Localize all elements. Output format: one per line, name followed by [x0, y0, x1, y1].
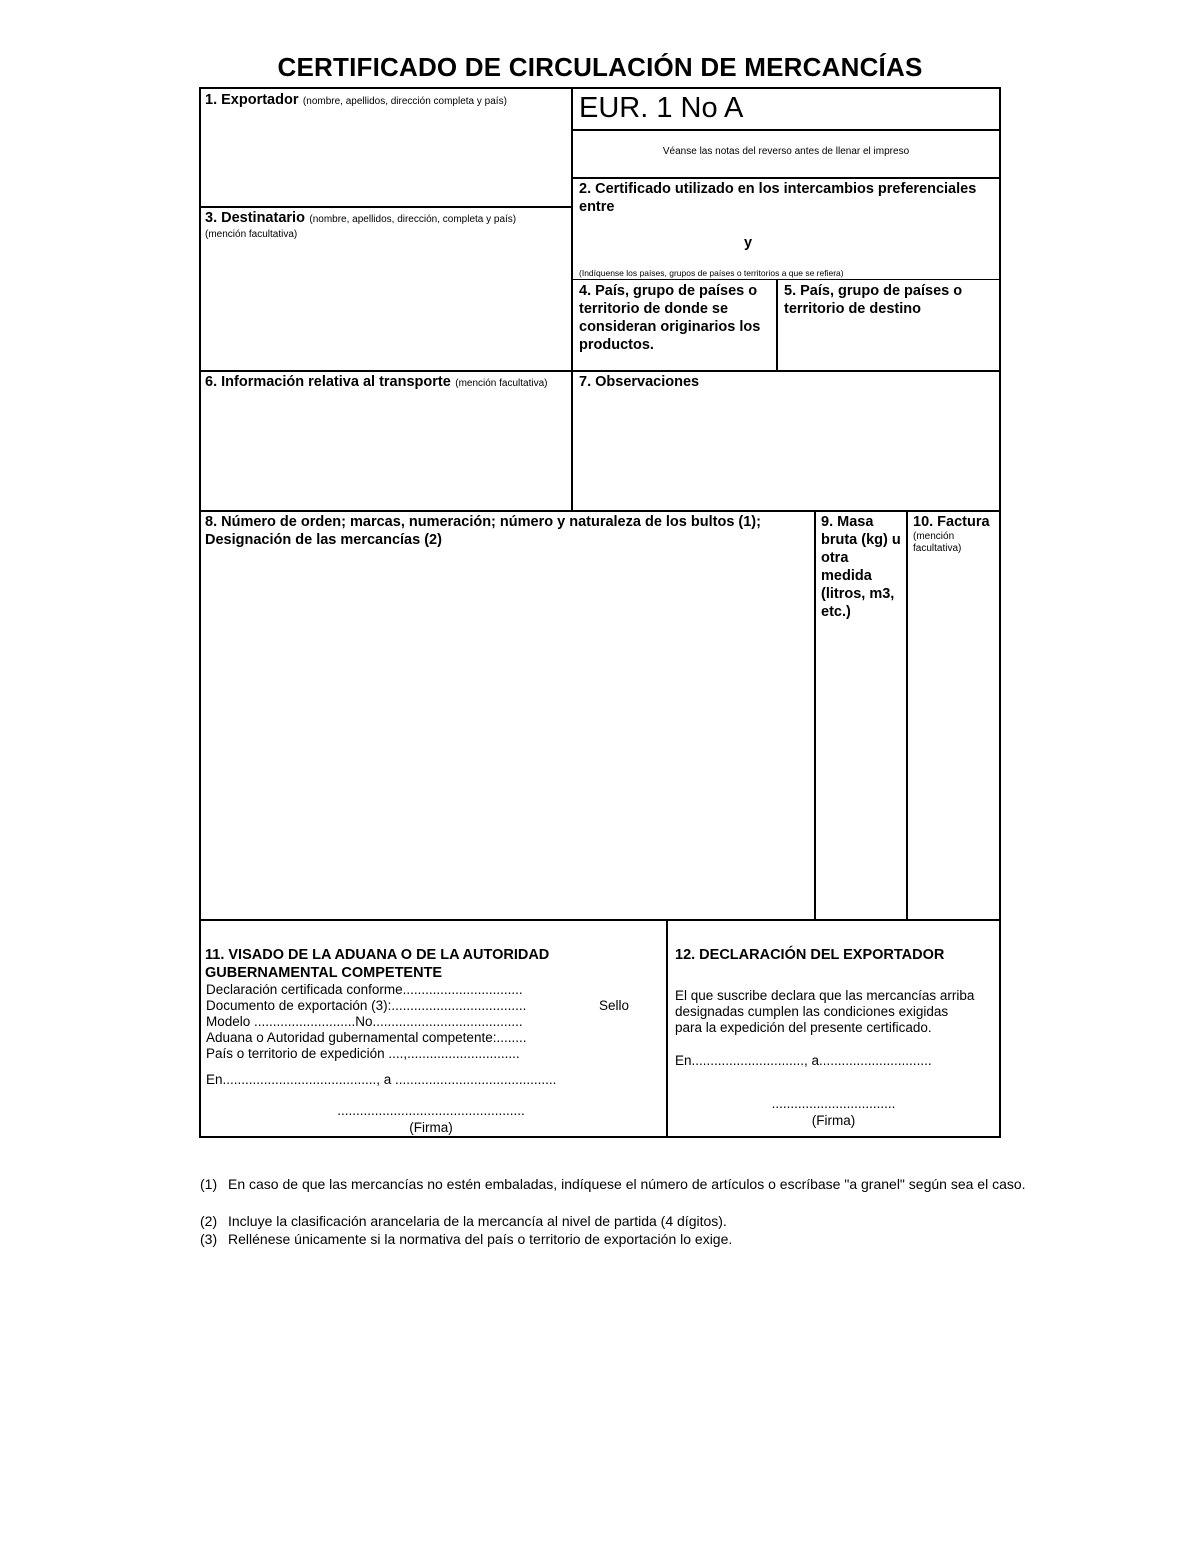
divider: [199, 206, 572, 208]
footnote-number: (2): [200, 1213, 218, 1229]
box-factura-note: (mención facultativa): [913, 531, 962, 554]
box-destinatario[interactable]: [205, 209, 567, 241]
divider: [199, 919, 1001, 921]
divider: [571, 177, 1001, 179]
box-visado-dots: ..................................................: [337, 1103, 525, 1118]
box-destinatario-note2: (mención facultativa): [205, 229, 298, 240]
divider: [199, 370, 1001, 372]
box-certificado[interactable]: [579, 180, 995, 216]
footnote: [200, 1212, 1040, 1230]
footnote-text: Incluye la clasificación arancelaria de la mercancía al nivel de partida (4 dígitos).: [228, 1213, 727, 1229]
box-certificado-y: y: [743, 235, 753, 251]
box-destinatario-note: (nombre, apellidos, dirección, completa y país): [309, 214, 517, 225]
box-transporte[interactable]: [205, 373, 565, 391]
divider: [776, 279, 778, 371]
box-declaracion-en[interactable]: En.............................., a..............................: [675, 1053, 932, 1068]
box-transporte-label: 6. Información relativa al transporte: [205, 374, 451, 390]
box-mercancias[interactable]: 8. Número de orden; marcas, numeración; número y naturaleza de los bultos (1); Designación de las mercancías (2): [205, 514, 761, 548]
eur-note: Véanse las notas del reverso antes de llenar el impreso: [662, 146, 910, 157]
box-declaracion-text: El que suscribe declara que las mercancías arriba designadas cumplen las condiciones exigidas para la expedición del presente certificado.: [675, 988, 975, 1035]
visado-line: Modelo ...........................No........................................: [206, 1014, 523, 1029]
footnote-text: Rellénese únicamente si la normativa del país o territorio de exportación lo exige.: [228, 1231, 733, 1247]
divider: [906, 510, 908, 920]
footnote: [200, 1175, 1040, 1193]
footnote-number: (1): [200, 1176, 218, 1192]
box-exportador-note: (nombre, apellidos, dirección completa y país): [302, 96, 507, 107]
footnote-text: En caso de que las mercancías no estén embaladas, indíquese el número de artículos o escríbase "a granel" según sea el caso.: [228, 1176, 1026, 1192]
box-declaracion-firma: (Firma): [811, 1113, 856, 1128]
box-visado-lines[interactable]: [206, 982, 586, 1062]
box-visado-label: 11. VISADO DE LA ADUANA O DE LA AUTORIDAD GUBERNAMENTAL COMPETENTE: [205, 947, 550, 981]
divider: [571, 279, 1001, 280]
box-factura[interactable]: [913, 513, 997, 555]
visado-line: Aduana o Autoridad gubernamental competente:........: [206, 1030, 527, 1045]
box-visado-firma: (Firma): [409, 1120, 453, 1135]
box-visado-sello: Sello: [599, 998, 630, 1013]
divider: [814, 510, 816, 920]
box-pais-destino[interactable]: 5. País, grupo de países o territorio de destino: [784, 283, 963, 317]
footnote: [200, 1230, 1040, 1248]
box-exportador[interactable]: [205, 91, 565, 109]
divider: [199, 510, 1001, 512]
box-transporte-note: (mención facultativa): [455, 378, 548, 389]
box-certificado-note: (Indíquense los países, grupos de países o territorios a que se refiera): [579, 268, 844, 278]
footnote-number: (3): [200, 1231, 218, 1247]
box-certificado-label: 2. Certificado utilizado en los intercambios preferenciales entre: [579, 181, 977, 215]
page-title: CERTIFICADO DE CIRCULACIÓN DE MERCANCÍAS: [277, 52, 923, 82]
divider: [571, 129, 1001, 131]
box-observaciones[interactable]: 7. Observaciones: [579, 374, 700, 390]
box-declaracion-dots: .................................: [771, 1096, 896, 1111]
box-declaracion-label: 12. DECLARACIÓN DEL EXPORTADOR: [675, 947, 945, 963]
box-destinatario-label: 3. Destinatario: [205, 210, 305, 226]
eur-code: EUR. 1 No A: [579, 92, 744, 124]
visado-line: País o territorio de expedición ....,..............................: [206, 1046, 520, 1061]
box-visado-en[interactable]: En........................................., a ...........................................: [206, 1072, 557, 1087]
box-masa-bruta[interactable]: 9. Masa bruta (kg) u otra medida (litros, m3, etc.): [821, 514, 901, 620]
visado-line: Documento de exportación (3):....................................: [206, 998, 527, 1013]
box-pais-origen[interactable]: 4. País, grupo de países o territorio de donde se consideran originarios los productos.: [579, 283, 761, 353]
visado-line: Declaración certificada conforme................................: [206, 982, 523, 997]
box-exportador-label: 1. Exportador: [205, 92, 299, 108]
box-factura-label: 10. Factura: [913, 514, 990, 530]
